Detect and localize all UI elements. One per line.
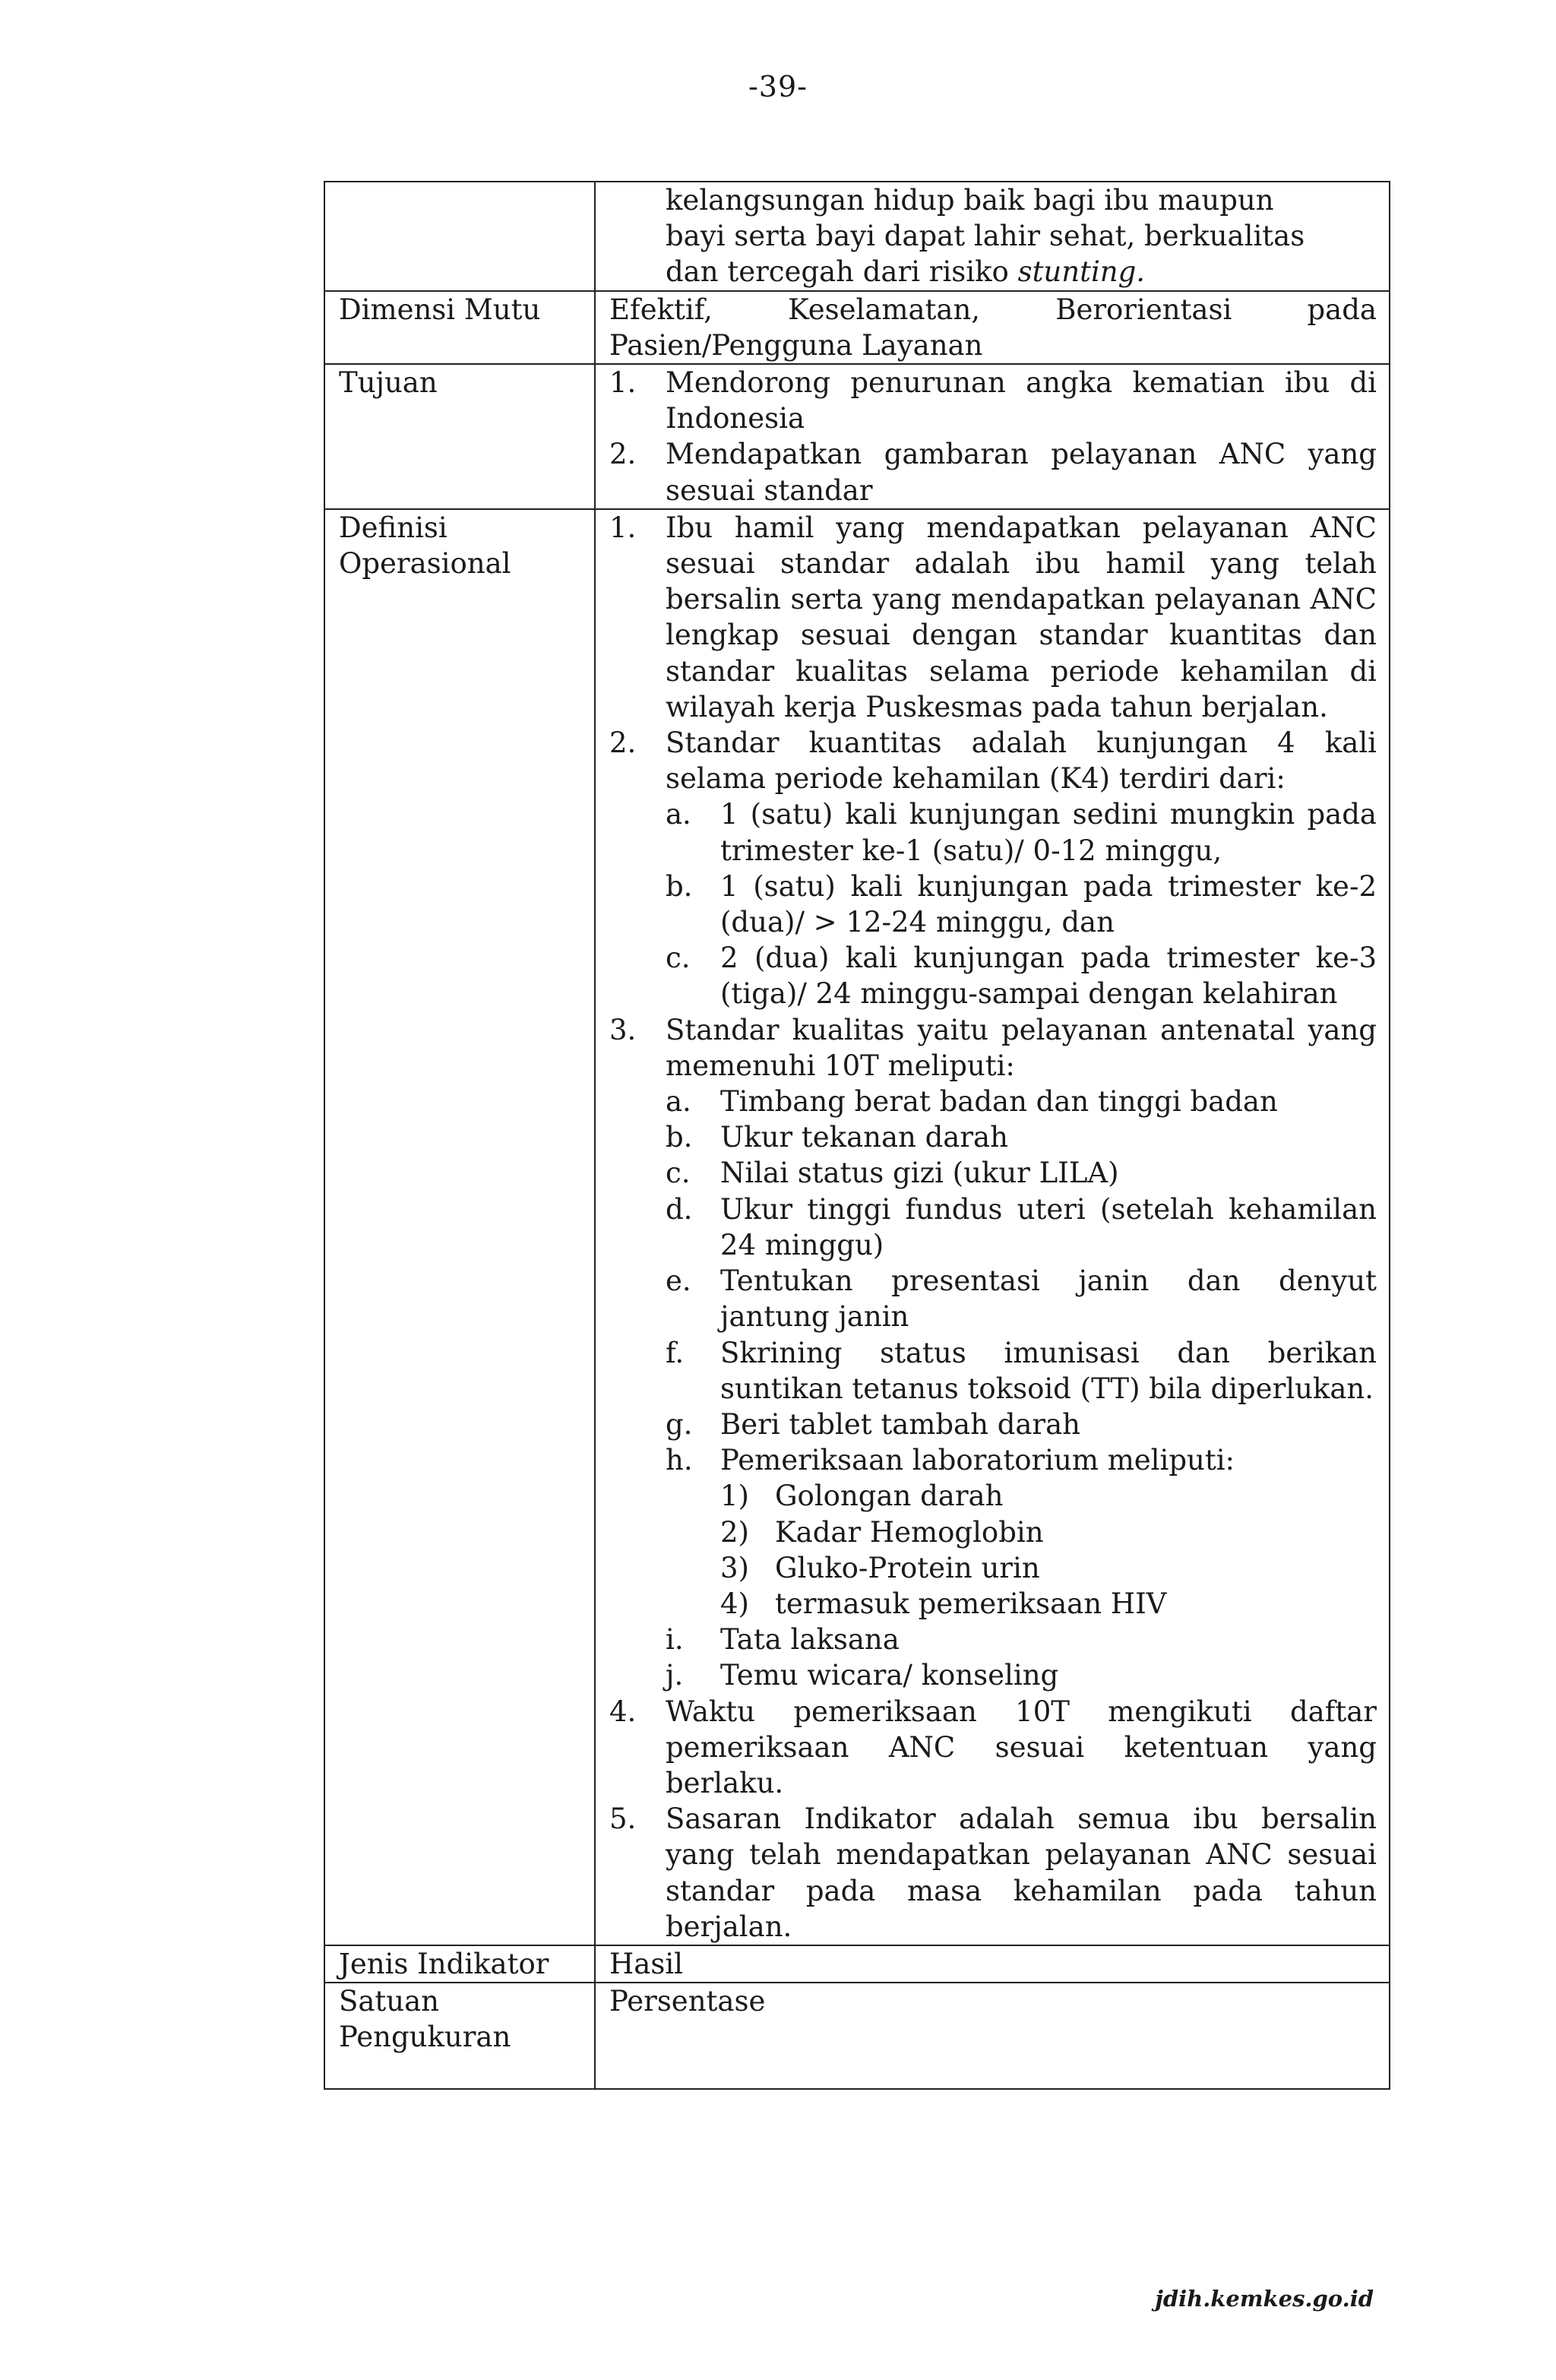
sub-number: j. [666, 1659, 684, 1692]
list-text: Mendapatkan gambaran pelayanan ANC yang sesuai standar [666, 438, 1377, 507]
footer-source: jdih.kemkes.go.id [1155, 2286, 1374, 2312]
sub-list-item [609, 1657, 1377, 1693]
list-item [609, 365, 1377, 436]
satuan-value: Persentase [595, 1983, 1390, 2089]
sub-text: 1 (satu) kali kunjungan pada trimester ke-2 (dua)/ > 12-24 minggu, dan [720, 869, 1377, 939]
sub-list-item [609, 1622, 1377, 1657]
lab-list-item [609, 1514, 1377, 1550]
satuan-label-line-1: Satuan [339, 1985, 439, 2018]
sub-number: c. [666, 942, 691, 975]
page-number: -39- [748, 70, 808, 103]
table-row-tujuan [324, 364, 1390, 509]
table-row-jenis [324, 1945, 1390, 1983]
table-row-definisi [324, 509, 1390, 1945]
sub-text: Pemeriksaan laboratorium meliputi: [720, 1444, 1235, 1477]
list-text: Waktu pemeriksaan 10T mengikuti daftar pemeriksaan ANC sesuai ketentuan yang berlaku. [666, 1695, 1377, 1799]
sub-text: Ukur tinggi fundus uteri (setelah kehamilan 24 minggu) [720, 1192, 1377, 1261]
sub-number: d. [666, 1192, 693, 1226]
sub-number: g. [666, 1407, 693, 1441]
sub-number: b. [666, 869, 693, 903]
sub-list-item [609, 796, 1377, 868]
tujuan-label: Tujuan [324, 364, 595, 509]
sub-text: Skrining status imunisasi dan berikan suntikan tetanus toksoid (TT) bila diperlukan. [720, 1336, 1377, 1405]
dimensi-value: Efektif, Keselamatan, Berorientasi pada Pasien/Pengguna Layanan [595, 291, 1390, 364]
list-number: 1. [609, 366, 637, 400]
sub-list-item [609, 1263, 1377, 1334]
sub-number: c. [666, 1157, 691, 1190]
table-row-dimensi [324, 291, 1390, 364]
sub-text: Nilai status gizi (ukur LILA) [720, 1157, 1119, 1190]
sub-text: 2 (dua) kali kunjungan pada trimester ke-3 (tiga)/ 24 minggu-sampai dengan kelahiran [720, 942, 1377, 1011]
list-number: 2. [609, 438, 637, 471]
lab-text: Kadar Hemoglobin [775, 1515, 1044, 1549]
list-number: 2. [609, 726, 637, 760]
lab-number: 4) [720, 1587, 749, 1620]
intro-line-1: kelangsungan hidup baik bagi ibu maupun [666, 184, 1274, 217]
intro-italic: stunting. [1017, 255, 1146, 289]
table-row-satuan [324, 1983, 1390, 2089]
lab-number: 2) [720, 1515, 749, 1549]
list-item [609, 725, 1377, 796]
list-number: 3. [609, 1013, 637, 1046]
lab-number: 3) [720, 1551, 749, 1584]
jenis-label: Jenis Indikator [324, 1945, 595, 1983]
label-cell-empty [324, 182, 595, 291]
sub-number: f. [666, 1336, 685, 1369]
list-item [609, 1801, 1377, 1945]
sub-list-item [609, 869, 1377, 940]
list-item [609, 436, 1377, 508]
sub-list-item [609, 1084, 1377, 1119]
sub-text: Tentukan presentasi janin dan denyut jantung janin [720, 1264, 1377, 1334]
list-number: 5. [609, 1802, 637, 1836]
sub-number: a. [666, 1085, 691, 1119]
sub-list-item [609, 1407, 1377, 1442]
lab-list-item [609, 1550, 1377, 1586]
list-item [609, 1694, 1377, 1802]
sub-list-item [609, 940, 1377, 1011]
lab-list-item [609, 1478, 1377, 1514]
definisi-label-line-1: Definisi [339, 511, 448, 544]
lab-text: Golongan darah [775, 1480, 1004, 1513]
intro-line-2: bayi serta bayi dapat lahir sehat, berkualitas [666, 220, 1305, 253]
sub-text: Temu wicara/ konseling [720, 1659, 1059, 1692]
list-text: Standar kuantitas adalah kunjungan 4 kali selama periode kehamilan (K4) terdiri dari: [666, 726, 1377, 796]
lab-text: termasuk pemeriksaan HIV [775, 1587, 1167, 1620]
list-text: Ibu hamil yang mendapatkan pelayanan ANC sesuai standar adalah ibu hamil yang telah bersalin serta yang mendapatkan pelayanan ANC lengkap sesuai dengan standar kuantitas dan standar kualitas selama periode kehamilan di wilayah kerja Puskesmas pada tahun berjalan. [666, 511, 1377, 723]
sub-text: Tata laksana [720, 1623, 900, 1657]
intro-prefix: dan tercegah dari risiko [666, 255, 1018, 289]
intro-line-3 [609, 254, 1377, 290]
sub-text: Ukur tekanan darah [720, 1121, 1008, 1154]
lab-number: 1) [720, 1480, 749, 1513]
satuan-label [324, 1983, 595, 2089]
intro-cell [595, 182, 1390, 291]
sub-text: 1 (satu) kali kunjungan sedini mungkin pada trimester ke-1 (satu)/ 0-12 minggu, [720, 798, 1377, 867]
sub-number: h. [666, 1444, 693, 1477]
lab-text: Gluko-Protein urin [775, 1551, 1040, 1584]
satuan-label-line-2: Pengukuran [339, 2021, 511, 2054]
lab-list-item [609, 1586, 1377, 1622]
sub-list-item [609, 1155, 1377, 1191]
list-item [609, 1012, 1377, 1084]
definisi-label [324, 509, 595, 1945]
sub-list-item [609, 1335, 1377, 1407]
list-text: Mendorong penurunan angka kematian ibu di Indonesia [666, 366, 1377, 435]
sub-list-item [609, 1119, 1377, 1155]
table-row-intro [324, 182, 1390, 291]
sub-number: i. [666, 1623, 684, 1657]
indicator-table [324, 181, 1390, 2090]
sub-list-item [609, 1192, 1377, 1263]
definisi-value [595, 509, 1390, 1945]
sub-list-item [609, 1442, 1377, 1478]
sub-text: Timbang berat badan dan tinggi badan [720, 1085, 1278, 1119]
list-number: 4. [609, 1695, 637, 1728]
tujuan-value [595, 364, 1390, 509]
sub-number: b. [666, 1121, 693, 1154]
sub-text: Beri tablet tambah darah [720, 1407, 1081, 1441]
list-number: 1. [609, 511, 637, 544]
list-text: Sasaran Indikator adalah semua ibu bersalin yang telah mendapatkan pelayanan ANC sesuai standar pada masa kehamilan pada tahun berjalan. [666, 1802, 1377, 1943]
list-item [609, 510, 1377, 725]
sub-number: a. [666, 798, 691, 831]
definisi-label-line-2: Operasional [339, 547, 511, 581]
jenis-value: Hasil [595, 1945, 1390, 1983]
sub-number: e. [666, 1264, 691, 1298]
dimensi-label: Dimensi Mutu [324, 291, 595, 364]
list-text: Standar kualitas yaitu pelayanan antenatal yang memenuhi 10T meliputi: [666, 1013, 1377, 1082]
